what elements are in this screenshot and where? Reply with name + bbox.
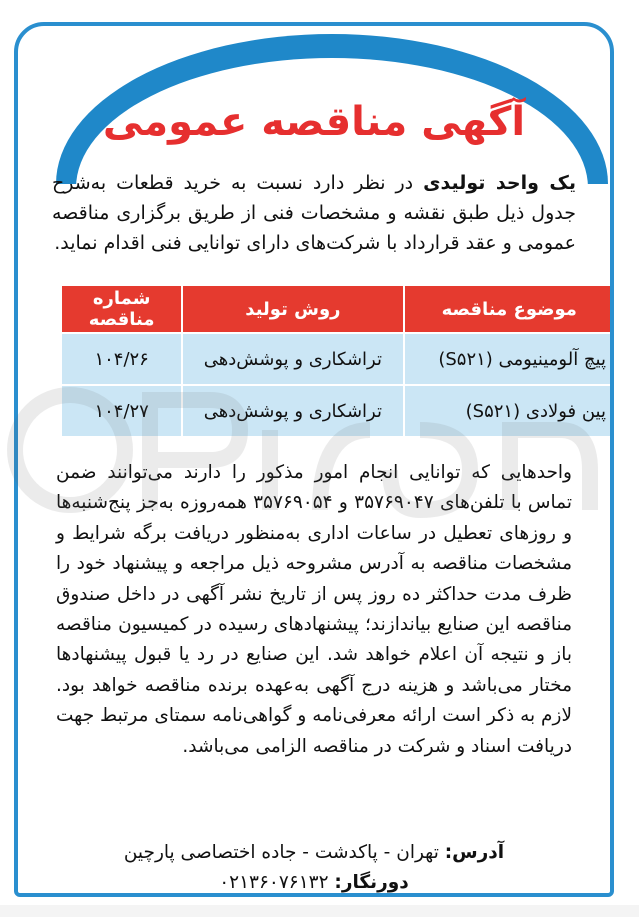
fax-label: دورنگار: <box>334 872 409 893</box>
intro-text: در نظر دارد نسبت به خرید قطعات به‌شرح جدول ذیل طبق نقشه و مشخصات فنی از طریق برگزاری مناقصه عمومی و عقد قرارداد با شرکت‌های دارای توانایی فنی اقدام نماید. <box>52 172 576 254</box>
page-title: آگهی مناقصه عمومی <box>102 99 526 145</box>
cell-number: ۱۰۴/۲۶ <box>61 333 182 385</box>
intro-paragraph <box>52 168 576 258</box>
fax-value: ۰۲۱۳۶۰۷۶۱۳۲ <box>219 872 335 893</box>
cell-subject: پین فولادی (S۵۲۱) <box>404 385 615 437</box>
intro-bold: یک واحد تولیدی <box>423 172 576 194</box>
cell-subject: پیچ آلومینیومی (S۵۲۱) <box>404 333 615 385</box>
address-line <box>18 838 610 868</box>
header-subject: موضوع مناقصه <box>404 285 615 333</box>
cell-method: تراشکاری و پوشش‌دهی <box>182 385 403 437</box>
cell-method: تراشکاری و پوشش‌دهی <box>182 333 403 385</box>
page-bottom-edge <box>0 905 639 917</box>
fax-line <box>18 868 610 897</box>
table-row <box>61 385 614 437</box>
cell-number: ۱۰۴/۲۷ <box>61 385 182 437</box>
table-row <box>61 333 614 385</box>
table-header-row <box>61 285 614 333</box>
body-paragraph: واحدهایی که توانایی انجام امور مذکور را دارند می‌توانند ضمن تماس با تلفن‌های ۳۵۷۶۹۰۴۷ و ۳۵۷۶۹۰۵۴ همه‌روزه به‌جز پنج‌شنبه‌ها و روزهای تعطیل در ساعات اداری به‌منظور دریافت برگه شرایط و مشخصات مناقصه به آدرس مشروحه ذیل مراجعه و پیشنهاد خود را ظرف مدت حداکثر ده روز پس از تاریخ نشر آگهی در داخل صندوق مناقصه این صنایع بیاندازند؛ پیشنهادهای رسیده در کمیسیون مناقصه باز و نتیجه آن اعلام خواهد شد. این صنایع در رد یا قبول پیشنهادها مختار می‌باشد و هزینه درج آگهی به‌عهده برنده مناقصه خواهد بود. لازم به ذکر است ارائه معرفی‌نامه و گواهی‌نامه سمتای مرتبط جهت دریافت اسناد و شرکت در مناقصه الزامی می‌باشد. <box>56 462 572 757</box>
address-label: آدرس: <box>444 842 505 863</box>
header-number: شماره مناقصه <box>61 285 182 333</box>
address-value: تهران - پاکدشت - جاده اختصاصی پارچین <box>123 842 445 863</box>
header-method: روش تولید <box>182 285 403 333</box>
ad-frame <box>14 22 614 897</box>
tender-table <box>60 284 614 438</box>
